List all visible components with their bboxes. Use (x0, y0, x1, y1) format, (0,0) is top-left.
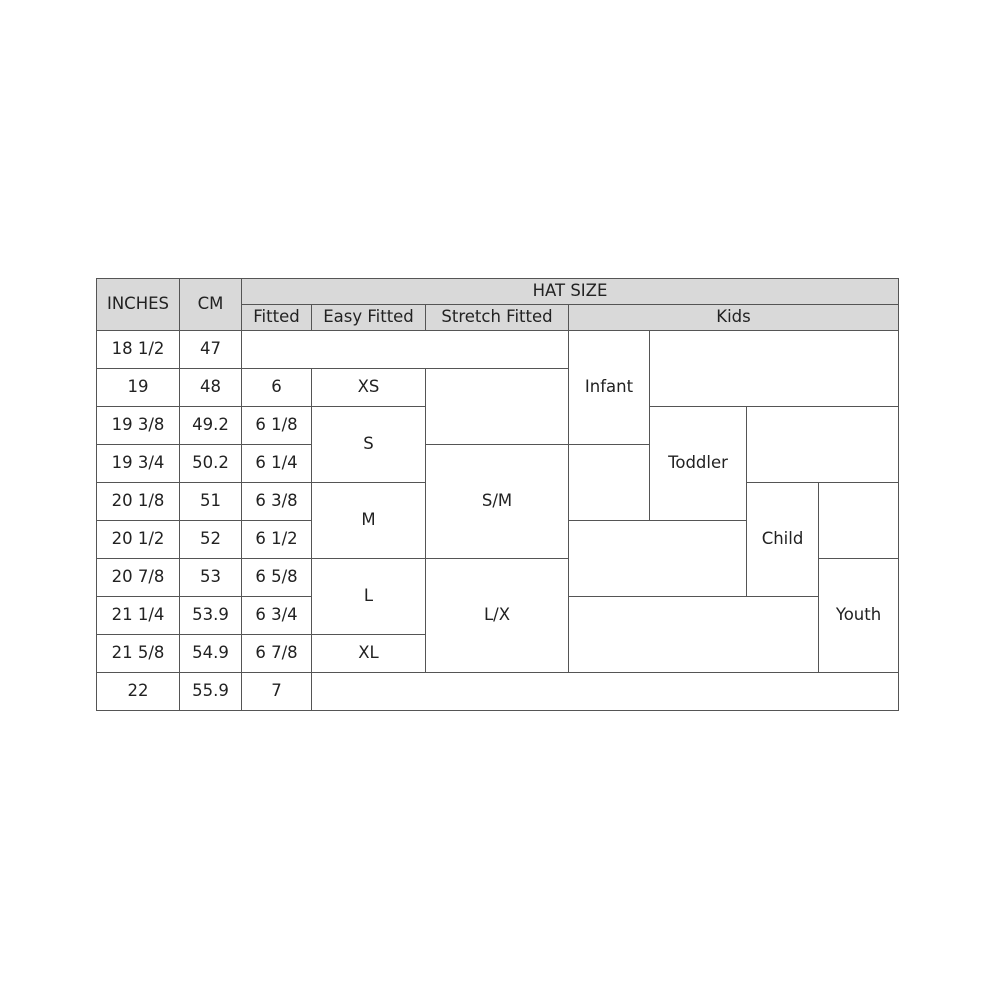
empty-cell (569, 445, 650, 521)
easy-fitted-s: S (312, 407, 426, 483)
empty-cell (819, 483, 899, 559)
inches-cell: 19 (97, 369, 180, 407)
easy-fitted-xs: XS (312, 369, 426, 407)
empty-cell (569, 521, 747, 597)
fitted-cell: 6 3/4 (242, 597, 312, 635)
stretch-fitted-header: Stretch Fitted (426, 305, 569, 331)
kids-child: Child (747, 483, 819, 597)
empty-cell (650, 331, 899, 407)
cm-cell: 48 (180, 369, 242, 407)
fitted-cell: 6 1/4 (242, 445, 312, 483)
kids-header: Kids (569, 305, 899, 331)
header-row-1 (97, 279, 899, 305)
stretch-fitted-lx: L/X (426, 559, 569, 673)
cm-cell: 47 (180, 331, 242, 369)
fitted-cell: 6 5/8 (242, 559, 312, 597)
fitted-cell: 7 (242, 673, 312, 711)
fitted-cell: 6 1/8 (242, 407, 312, 445)
kids-toddler: Toddler (650, 407, 747, 521)
cm-cell: 55.9 (180, 673, 242, 711)
inches-cell: 20 1/8 (97, 483, 180, 521)
inches-cell: 19 3/4 (97, 445, 180, 483)
fitted-cell: 6 1/2 (242, 521, 312, 559)
cm-cell: 49.2 (180, 407, 242, 445)
easy-fitted-m: M (312, 483, 426, 559)
cm-cell: 52 (180, 521, 242, 559)
inches-cell: 20 7/8 (97, 559, 180, 597)
table-row (97, 673, 899, 711)
empty-cell (312, 673, 899, 711)
inches-cell: 18 1/2 (97, 331, 180, 369)
cm-header: CM (180, 279, 242, 331)
inches-cell: 22 (97, 673, 180, 711)
cm-cell: 54.9 (180, 635, 242, 673)
inches-cell: 20 1/2 (97, 521, 180, 559)
empty-cell (242, 331, 569, 369)
table-row (97, 331, 899, 369)
inches-cell: 19 3/8 (97, 407, 180, 445)
fitted-header: Fitted (242, 305, 312, 331)
empty-cell (569, 597, 819, 673)
easy-fitted-header: Easy Fitted (312, 305, 426, 331)
kids-youth: Youth (819, 559, 899, 673)
kids-infant: Infant (569, 331, 650, 445)
fitted-cell: 6 7/8 (242, 635, 312, 673)
fitted-cell: 6 3/8 (242, 483, 312, 521)
empty-cell (426, 369, 569, 445)
cm-cell: 51 (180, 483, 242, 521)
easy-fitted-xl: XL (312, 635, 426, 673)
cm-cell: 50.2 (180, 445, 242, 483)
hat-size-header: HAT SIZE (242, 279, 899, 305)
cm-cell: 53.9 (180, 597, 242, 635)
stretch-fitted-sm: S/M (426, 445, 569, 559)
inches-cell: 21 1/4 (97, 597, 180, 635)
cm-cell: 53 (180, 559, 242, 597)
hat-size-chart (96, 278, 899, 711)
inches-cell: 21 5/8 (97, 635, 180, 673)
easy-fitted-l: L (312, 559, 426, 635)
fitted-cell: 6 (242, 369, 312, 407)
empty-cell (747, 407, 899, 483)
inches-header: INCHES (97, 279, 180, 331)
